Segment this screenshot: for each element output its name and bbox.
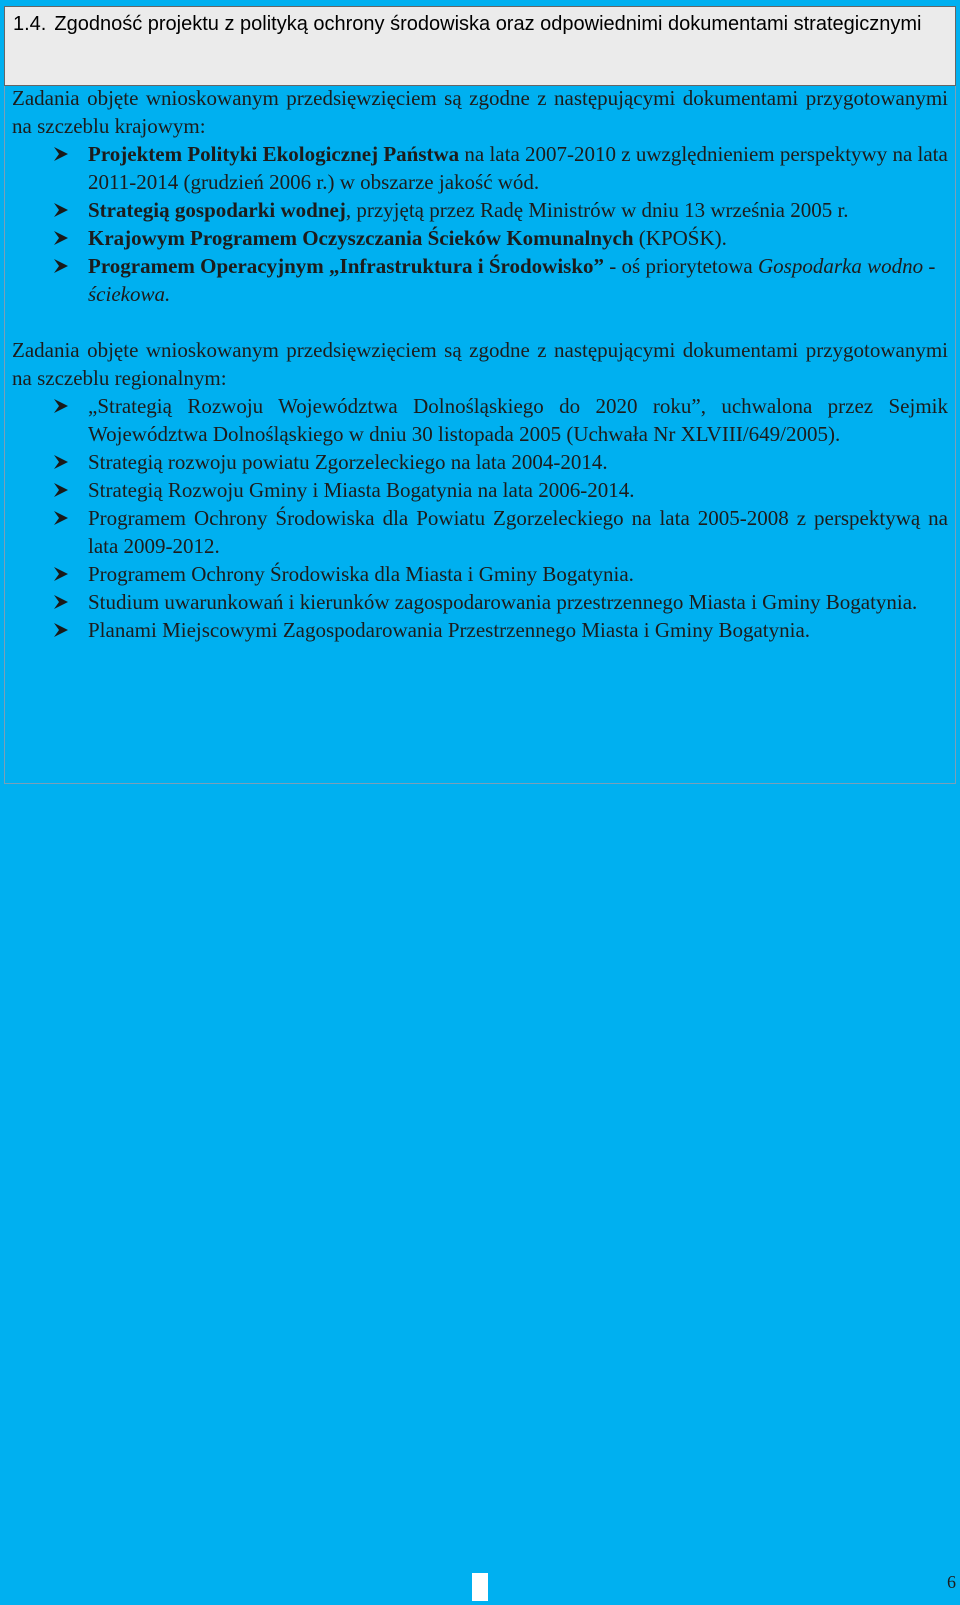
list-item xyxy=(12,588,948,616)
national-intro: Zadania objęte wnioskowanym przedsięwzięciem są zgodne z następującymi dokumentami przygotowanymi na szczeblu krajowym: xyxy=(12,86,948,138)
document-name: Studium uwarunkowań i kierunków zagospodarowania przestrzennego Miasta i Gminy Bogatynia. xyxy=(88,590,918,614)
section-title: Zgodność projektu z polityką ochrony środowiska oraz odpowiednimi dokumentami strategicznymi xyxy=(54,13,922,35)
document-name: Projektem Polityki Ekologicznej Państwa xyxy=(88,142,460,166)
section-header xyxy=(4,6,956,86)
arrowhead-bullet-icon xyxy=(52,224,70,252)
document-detail: , przyjętą przez Radę Ministrów w dniu 13 września 2005 r. xyxy=(345,198,849,222)
arrowhead-bullet-icon xyxy=(52,616,70,644)
page-number: 6 xyxy=(947,1572,956,1592)
list-item xyxy=(12,224,948,252)
list-item xyxy=(12,196,948,224)
list-item xyxy=(12,252,948,308)
list-item xyxy=(12,616,948,644)
list-item xyxy=(12,560,948,588)
list-item xyxy=(12,476,948,504)
arrowhead-bullet-icon xyxy=(52,140,70,168)
arrowhead-bullet-icon xyxy=(52,448,70,476)
regional-list xyxy=(12,392,948,644)
regional-intro: Zadania objęte wnioskowanym przedsięwzięciem są zgodne z następującymi dokumentami przygotowanymi na szczeblu regionalnym: xyxy=(12,338,948,390)
national-list xyxy=(12,140,948,308)
section-number: 1.4. xyxy=(13,13,47,35)
document-name: Strategią gospodarki wodnej xyxy=(88,198,346,222)
cursor-marker xyxy=(472,1573,488,1601)
list-item xyxy=(12,504,948,560)
arrowhead-bullet-icon xyxy=(52,392,70,420)
section-content xyxy=(12,84,948,644)
document-name: Programem Ochrony Środowiska dla Miasta i Gminy Bogatynia. xyxy=(88,562,634,586)
arrowhead-bullet-icon xyxy=(52,196,70,224)
arrowhead-bullet-icon xyxy=(52,476,70,504)
arrowhead-bullet-icon xyxy=(52,588,70,616)
document-name: Planami Miejscowymi Zagospodarowania Przestrzennego Miasta i Gminy Bogatynia. xyxy=(88,618,811,642)
list-item xyxy=(12,448,948,476)
arrowhead-bullet-icon xyxy=(52,504,70,532)
document-axis: Gospodarka wodno - ściekowa. xyxy=(88,254,936,306)
document-detail: (KPOŚK). xyxy=(633,226,727,250)
document-detail: - oś priorytetowa xyxy=(604,254,758,278)
list-item xyxy=(12,392,948,448)
document-name: Strategią rozwoju powiatu Zgorzeleckiego na lata 2004-2014. xyxy=(88,450,608,474)
document-name: Strategią Rozwoju Gminy i Miasta Bogatynia na lata 2006-2014. xyxy=(88,478,635,502)
document-detail: na lata 2007-2010 z uwzględnieniem perspektywy na lata 2011-2014 (grudzień 2006 r.) w obszarze jakość wód. xyxy=(88,142,948,194)
list-item xyxy=(12,140,948,196)
arrowhead-bullet-icon xyxy=(52,560,70,588)
document-name: „Strategią Rozwoju Województwa Dolnośląskiego do 2020 roku”, uchwalona przez Sejmik Województwa Dolnośląskiego w dniu 30 listopada 2005 (Uchwała Nr XLVIII/649/2005). xyxy=(88,394,948,446)
document-name: Programem Operacyjnym „Infrastruktura i Środowisko” xyxy=(88,254,605,278)
document-name: Programem Ochrony Środowiska dla Powiatu Zgorzeleckiego na lata 2005-2008 z perspektywą na lata 2009-2012. xyxy=(88,506,948,558)
document-name: Krajowym Programem Oczyszczania Ścieków Komunalnych xyxy=(88,226,634,250)
spacer xyxy=(12,308,948,336)
arrowhead-bullet-icon xyxy=(52,252,70,280)
